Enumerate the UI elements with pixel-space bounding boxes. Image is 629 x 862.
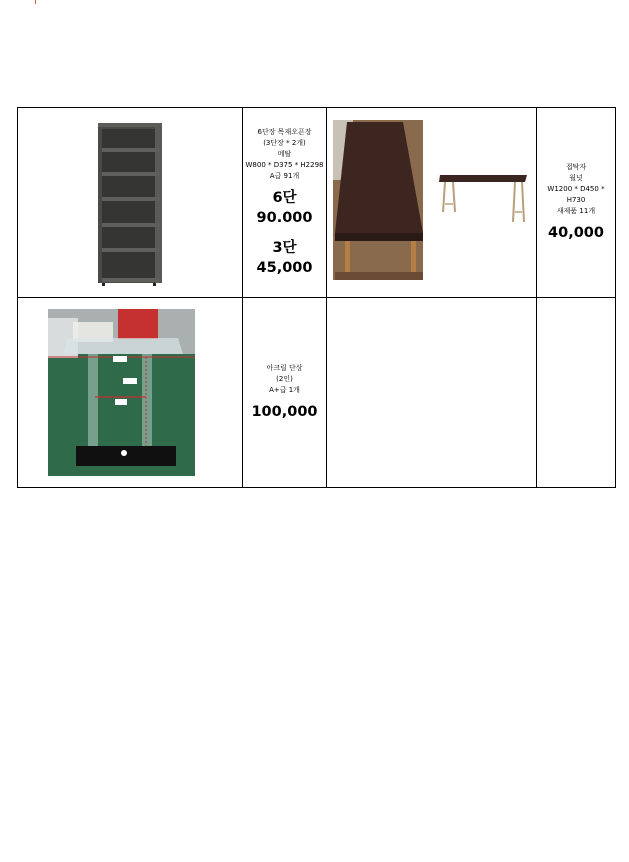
cabinet-price-6: 6단 90.000: [256, 190, 313, 226]
cabinet-dims: W800 * D375 * H2298: [245, 161, 324, 169]
empty-cell: [327, 298, 537, 488]
table-desc-cell: [537, 108, 616, 298]
cabinet-image-cell: [18, 108, 243, 298]
table-image-cell: [327, 108, 537, 298]
podium-desc-cell: [243, 298, 327, 488]
table-dims-1: W1200 * D450 *: [547, 185, 605, 193]
furniture-catalog-table: [17, 107, 616, 488]
table-name: 접탁자: [565, 163, 587, 171]
cabinet-name: 6단장 목재오픈장: [257, 128, 312, 136]
table-grade: 새제품 11개: [556, 207, 596, 215]
bookshelf-image: [18, 108, 242, 297]
acrylic-podium-image: [18, 298, 242, 487]
cabinet-grade: A급 91개: [269, 172, 300, 180]
podium-name: 아크릴 단상: [266, 364, 303, 372]
cabinet-note: (3단장 * 2개): [263, 139, 306, 147]
table-dims-2: H730: [566, 196, 586, 204]
podium-price: 100,000: [251, 404, 318, 420]
table-material: 월넛: [569, 174, 583, 182]
page-mark: [35, 0, 36, 4]
cabinet-desc-cell: [243, 108, 327, 298]
table-price: 40,000: [548, 225, 604, 241]
table-row: [18, 298, 616, 488]
empty-cell: [537, 298, 616, 488]
folding-table-image: [327, 108, 536, 297]
table-row: [18, 108, 616, 298]
cabinet-price-3: 3단 45,000: [256, 240, 313, 276]
podium-grade: A+급 1개: [269, 386, 300, 394]
cabinet-material: 메탈: [277, 150, 292, 158]
podium-note: (2인): [276, 375, 293, 383]
podium-image-cell: [18, 298, 243, 488]
